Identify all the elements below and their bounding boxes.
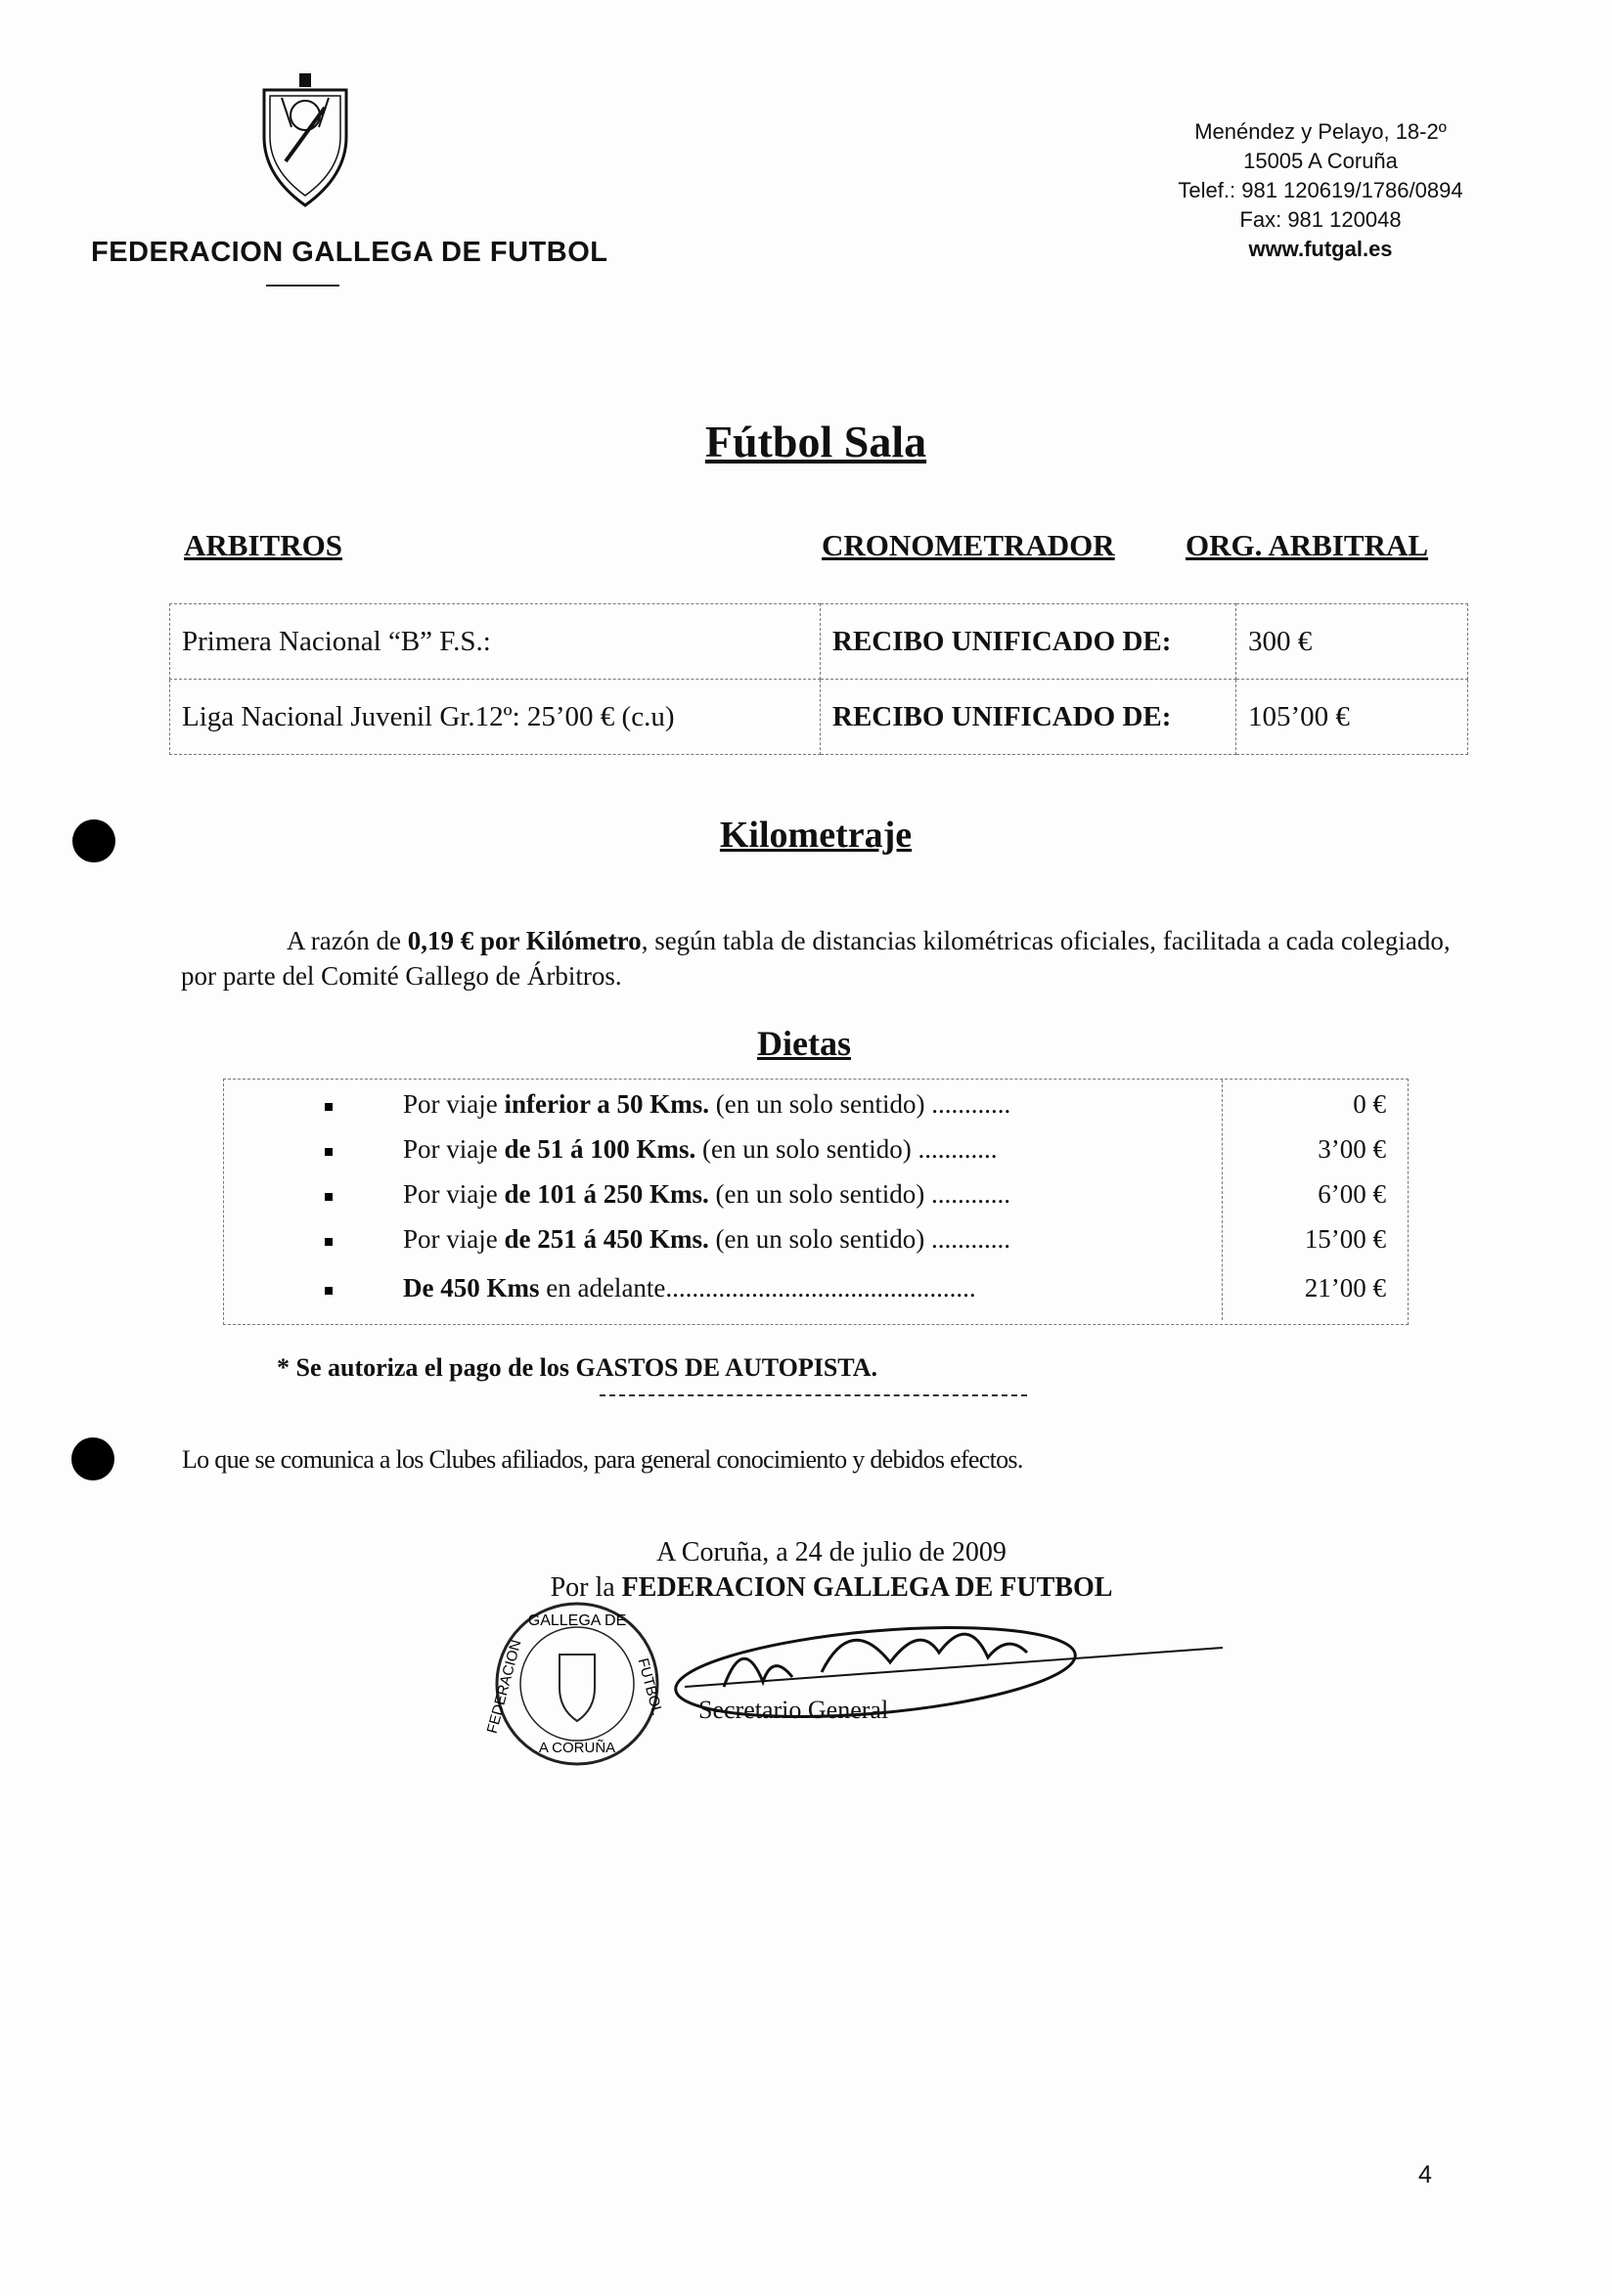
square-bullet bbox=[325, 1148, 333, 1156]
dietas-row-label bbox=[403, 1134, 997, 1165]
stamp-inner-circle bbox=[520, 1627, 634, 1741]
signatory-org: FEDERACION GALLEGA DE FUTBOL bbox=[621, 1572, 1113, 1603]
date-line: A Coruña, a 24 de julio de 2009 bbox=[656, 1537, 1007, 1567]
dietas-post: en adelante............................................... bbox=[539, 1273, 976, 1303]
address-line-1: Menéndez y Pelayo, 18-2º bbox=[1194, 119, 1447, 144]
dietas-row-value: 6’00 € bbox=[1318, 1179, 1386, 1209]
dietas-row bbox=[224, 1175, 1408, 1220]
organization-name: FEDERACION GALLEGA DE FUTBOL bbox=[91, 237, 608, 268]
header-arbitros: ARBITROS bbox=[184, 528, 342, 562]
address-line-2: 15005 A Coruña bbox=[1243, 149, 1398, 173]
square-bullet bbox=[325, 1103, 333, 1111]
receipt-row bbox=[170, 604, 1468, 680]
fax-line: Fax: 981 120048 bbox=[1239, 207, 1402, 232]
kilometraje-text bbox=[181, 923, 1462, 993]
page-title: Fútbol Sala bbox=[704, 417, 927, 466]
receipt-amount: 105’00 € bbox=[1236, 680, 1468, 755]
dietas-row-label bbox=[403, 1224, 1010, 1255]
kilometraje-heading: Kilometraje bbox=[719, 815, 913, 856]
km-text-post: , según tabla de distancias kilométricas oficiales, facilitada a cada colegiado, por parte del Comité Gallego de Árbitros. bbox=[181, 926, 1451, 991]
dietas-row bbox=[224, 1220, 1408, 1265]
dietas-row bbox=[224, 1130, 1408, 1175]
dietas-row bbox=[224, 1085, 1408, 1130]
km-text-pre: A razón de bbox=[287, 926, 408, 955]
signatory-title: Secretario General bbox=[698, 1696, 889, 1724]
stamp-text-bottom: A CORUÑA bbox=[538, 1740, 616, 1756]
square-bullet bbox=[325, 1193, 333, 1201]
square-bullet bbox=[325, 1238, 333, 1246]
header-cronometrador: CRONOMETRADOR bbox=[822, 528, 1115, 562]
dietas-row-value: 15’00 € bbox=[1304, 1224, 1386, 1254]
dietas-heading: Dietas bbox=[757, 1024, 851, 1063]
receipts-table bbox=[169, 603, 1468, 755]
dietas-pre: Por viaje bbox=[403, 1134, 505, 1164]
receipt-amount: 300 € bbox=[1236, 604, 1468, 680]
contact-block bbox=[1115, 117, 1526, 264]
dietas-pre: Por viaje bbox=[403, 1089, 505, 1119]
dietas-bold: de 51 á 100 Kms. bbox=[504, 1134, 696, 1164]
dietas-post: (en un solo sentido) ............ bbox=[708, 1224, 1010, 1254]
website-line: www.futgal.es bbox=[1248, 237, 1393, 261]
autopista-note: * Se autoriza el pago de los GASTOS DE AUTOPISTA. bbox=[277, 1353, 877, 1382]
dietas-bold: de 251 á 450 Kms. bbox=[504, 1224, 709, 1254]
dashed-separator bbox=[600, 1394, 1027, 1396]
stamp-text-top: GALLEGA DE bbox=[527, 1612, 627, 1629]
dietas-bold: inferior a 50 Kms. bbox=[504, 1089, 709, 1119]
communication-text: Lo que se comunica a los Clubes afiliados, para general conocimiento y debidos efectos. bbox=[182, 1445, 1023, 1474]
receipt-category: Primera Nacional “B” F.S.: bbox=[170, 604, 821, 680]
receipt-label: RECIBO UNIFICADO DE: bbox=[821, 680, 1236, 755]
dietas-bold: De 450 Kms bbox=[403, 1273, 540, 1303]
dietas-pre: Por viaje bbox=[403, 1179, 505, 1209]
organization-underline bbox=[266, 285, 339, 287]
federation-crest-logo bbox=[256, 68, 354, 207]
dietas-row-value: 21’00 € bbox=[1304, 1273, 1386, 1303]
dietas-post: (en un solo sentido) ............ bbox=[708, 1089, 1011, 1119]
dietas-row-label bbox=[403, 1273, 976, 1303]
dietas-row bbox=[224, 1269, 1408, 1314]
signature-and-stamp bbox=[479, 1594, 1232, 1770]
dietas-row-label bbox=[403, 1179, 1010, 1210]
signature-scribble bbox=[724, 1634, 1027, 1687]
dietas-row-value: 3’00 € bbox=[1318, 1134, 1386, 1164]
receipt-label: RECIBO UNIFICADO DE: bbox=[821, 604, 1236, 680]
dietas-post: (en un solo sentido) ............ bbox=[695, 1134, 998, 1164]
signatory-prefix: Por la bbox=[550, 1572, 622, 1603]
dietas-post: (en un solo sentido) ............ bbox=[708, 1179, 1010, 1209]
receipt-category: Liga Nacional Juvenil Gr.12º: 25’00 € (c.u) bbox=[170, 680, 821, 755]
page-number: 4 bbox=[1418, 2161, 1432, 2188]
header-org-arbitral: ORG. ARBITRAL bbox=[1186, 528, 1429, 562]
phone-line: Telef.: 981 120619/1786/0894 bbox=[1178, 178, 1463, 202]
bullet-marker bbox=[71, 1437, 114, 1480]
km-text-bold: 0,19 € por Kilómetro bbox=[407, 926, 642, 955]
dietas-row-label bbox=[403, 1089, 1010, 1120]
square-bullet bbox=[325, 1287, 333, 1295]
stamp-text-right: FUTBOL bbox=[634, 1656, 666, 1717]
dietas-row-value: 0 € bbox=[1353, 1089, 1386, 1119]
dietas-bold: de 101 á 250 Kms. bbox=[504, 1179, 709, 1209]
dietas-table bbox=[223, 1079, 1409, 1325]
stamp-text-left: FEDERACION bbox=[483, 1638, 525, 1736]
dietas-pre: Por viaje bbox=[403, 1224, 505, 1254]
receipt-row bbox=[170, 680, 1468, 755]
